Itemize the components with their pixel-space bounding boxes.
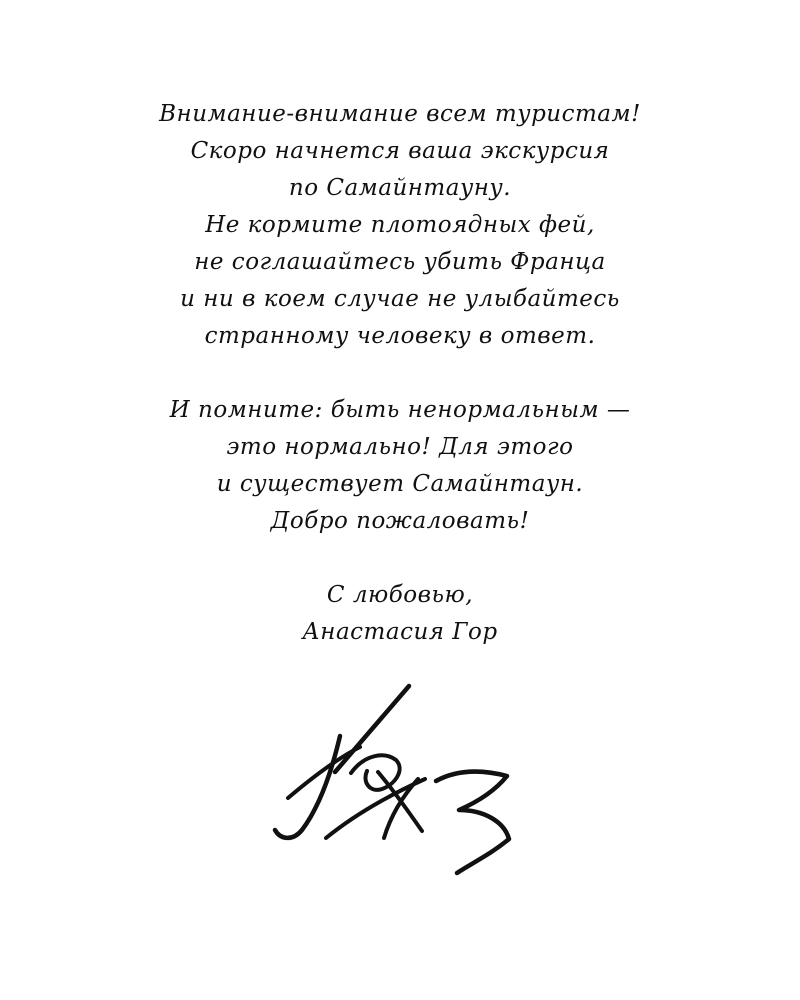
note-line: это нормально! Для этого bbox=[226, 434, 574, 460]
welcome-paragraph bbox=[0, 96, 800, 355]
note-line: странному человеку в ответ. bbox=[204, 323, 596, 349]
note-line: Внимание-внимание всем туристам! bbox=[159, 101, 641, 127]
closing-line: С любовью, bbox=[326, 582, 474, 608]
note-line: Не кормите плотоядных фей, bbox=[205, 212, 595, 238]
note-line: И помните: быть ненормальным — bbox=[169, 397, 631, 423]
note-line: не соглашайтесь убить Франца bbox=[194, 249, 606, 275]
reminder-paragraph bbox=[0, 392, 800, 540]
note-line: и существует Самайнтаун. bbox=[216, 471, 584, 497]
note-line: и ни в коем случае не улыбайтесь bbox=[180, 286, 620, 312]
author-name: Анастасия Гор bbox=[302, 619, 498, 645]
closing-paragraph bbox=[0, 577, 800, 651]
note-line: по Самайнтауну. bbox=[288, 175, 512, 201]
author-signature bbox=[268, 680, 528, 890]
handwritten-note bbox=[0, 96, 800, 651]
signature-stroke bbox=[275, 736, 340, 838]
signature-stroke bbox=[351, 755, 400, 789]
note-line: Скоро начнется ваша экскурсия bbox=[190, 138, 610, 164]
signature-stroke bbox=[436, 772, 509, 873]
note-line: Добро пожаловать! bbox=[270, 508, 530, 534]
